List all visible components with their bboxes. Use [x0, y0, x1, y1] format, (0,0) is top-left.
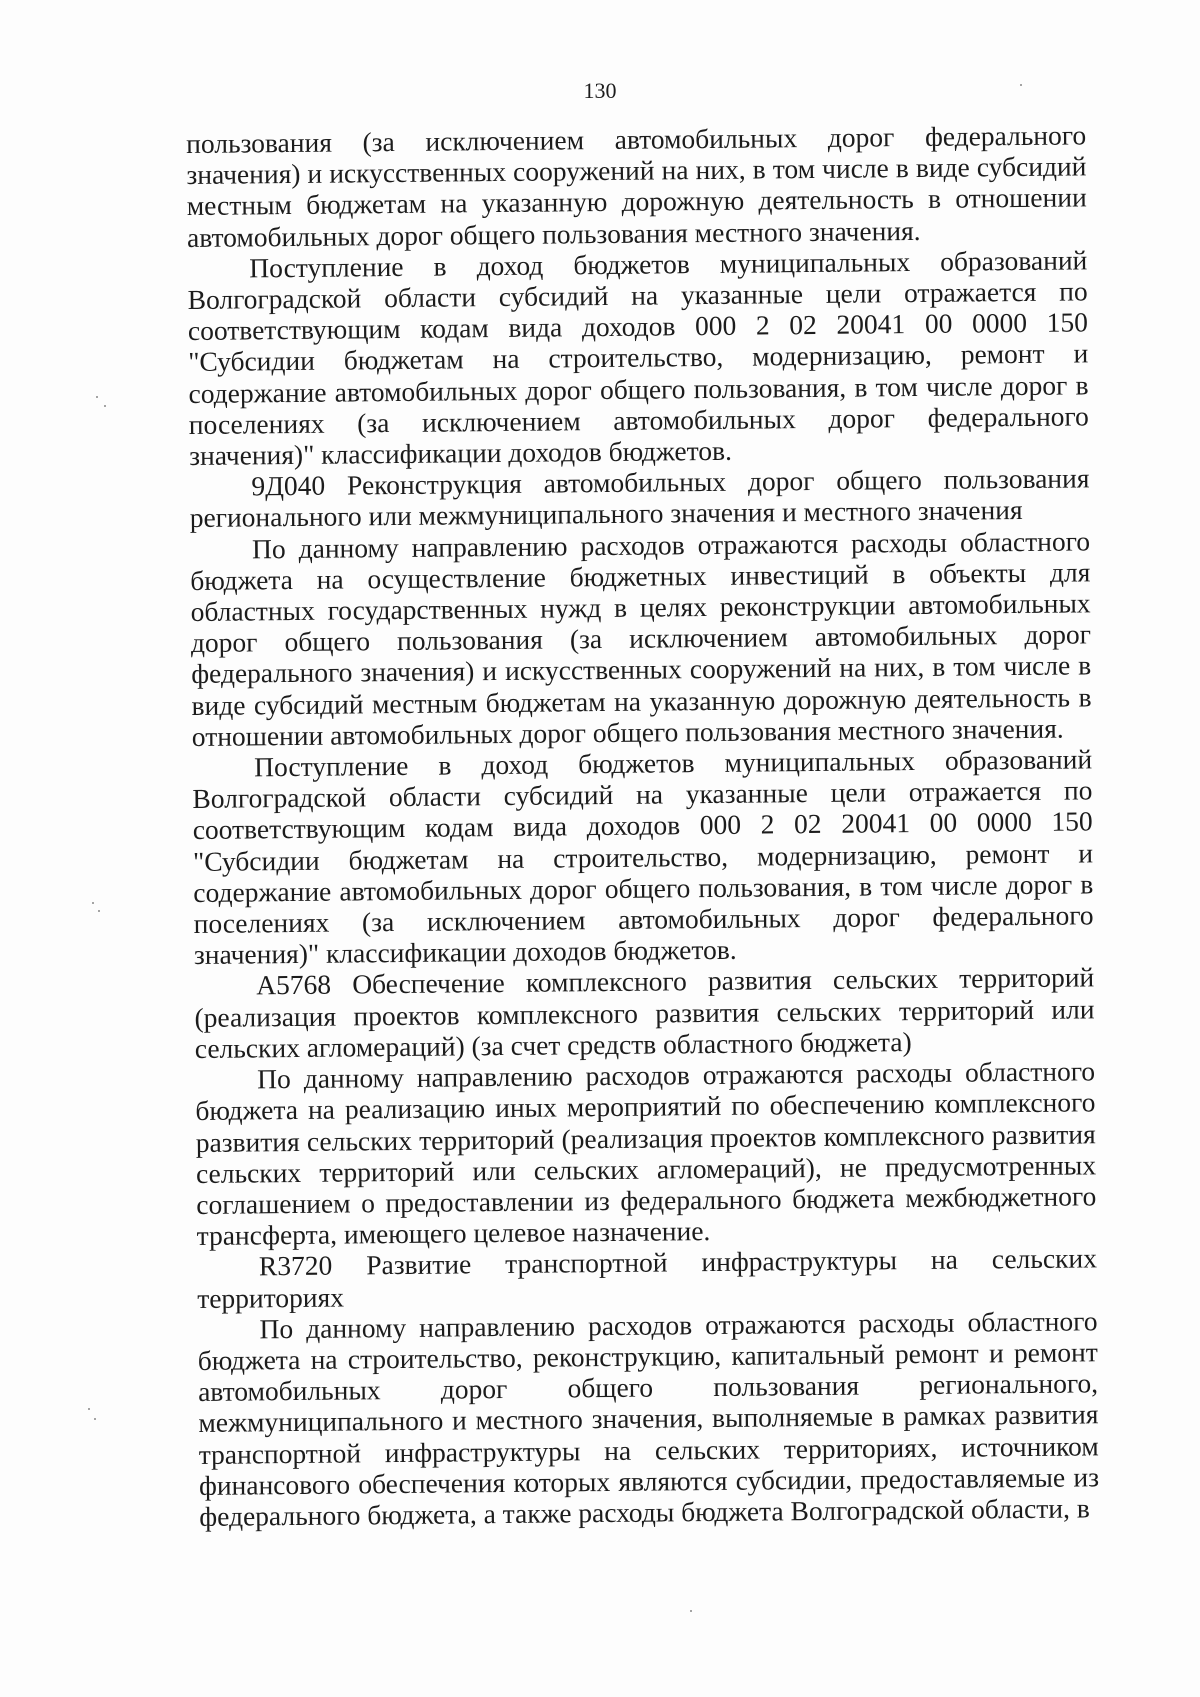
- scan-speck: [96, 396, 98, 398]
- scan-speck: [1020, 84, 1022, 86]
- scan-speck: [690, 1610, 692, 1612]
- document-body: [186, 119, 1099, 1532]
- scan-speck: [92, 902, 94, 904]
- scan-speck: [104, 405, 106, 407]
- paragraph-9d040-expenses: По данному направлению расходов отражаются расходы областного бюджета на осуществление бюджетных инвестиций в объекты для областных государственных нужд в целях реконструкции автомобильных дорог общего пользования (за исключением автомобильных дорог федерального значения) и искусственных сооружений на них, в том числе в виде субсидий местным бюджетам на указанную дорожную деятельность в отношении автомобильных дорог общего пользования местного значения.: [190, 524, 1092, 752]
- section-heading-a5768: А5768 Обеспечение комплексного развития сельских территорий (реализация проектов комплексного развития сельских территорий или сельских агломераций) (за счет средств областного бюджета): [194, 961, 1095, 1064]
- section-heading-9d040: 9Д040 Реконструкция автомобильных дорог общего пользования регионального или межмуниципального значения и местного значения: [189, 462, 1090, 534]
- scan-speck: [98, 910, 100, 912]
- scan-speck: [94, 1418, 96, 1420]
- paragraph-income-receipt: Поступление в доход бюджетов муниципальных образований Волгоградской области субсидий на указанные цели отражается по соответствующим кодам вида доходов 000 2 02 20041 00 0000 150 "Субсидии бюджетам на строительство, модернизацию, ремонт и содержание автомобильных дорог общего пользования, в том числе дорог в поселениях (за исключением автомобильных дорог федерального значения)" классификации доходов бюджетов.: [187, 244, 1089, 472]
- paragraph-9d040-income-receipt: Поступление в доход бюджетов муниципальных образований Волгоградской области субсидий на указанные цели отражается по соответствующим кодам вида доходов 000 2 02 20041 00 0000 150 "Субсидии бюджетам на строительство, модернизацию, ремонт и содержание автомобильных дорог общего пользования, в том числе дорог в поселениях (за исключением автомобильных дорог федерального значения)" классификации доходов бюджетов.: [192, 743, 1094, 971]
- paragraph-continuation: пользования (за исключением автомобильных дорог федерального значения) и искусственных сооружений на них, в том числе в виде субсидий местным бюджетам на указанную дорожную деятельность в отношении автомобильных дорог общего пользования местного значения.: [186, 119, 1087, 253]
- paragraph-a5768-expenses: По данному направлению расходов отражаются расходы областного бюджета на реализацию иных мероприятий по обеспечению комплексного развития сельских территорий (реализация проектов комплексного развития сельских территорий или сельских агломераций), не предусмотренных соглашением о предоставлении из федерального бюджета межбюджетного трансферта, имеющего целевое назначение.: [195, 1055, 1097, 1252]
- page-number: 130: [583, 78, 617, 103]
- section-heading-r3720: R3720 Развитие транспортной инфраструктуры на сельских территориях: [197, 1242, 1098, 1314]
- scan-speck: [88, 1408, 90, 1410]
- paragraph-r3720-expenses: По данному направлению расходов отражаются расходы областного бюджета на строительство, реконструкцию, капитальный ремонт и ремонт автомобильных дорог общего пользования регионального, межмуниципального и местного значения, выполняемые в рамках развития транспортной инфраструктуры на сельских территориях, источником финансового обеспечения которых являются субсидии, предоставляемые из федерального бюджета, а также расходы бюджета Волгоградской области, в: [197, 1305, 1100, 1532]
